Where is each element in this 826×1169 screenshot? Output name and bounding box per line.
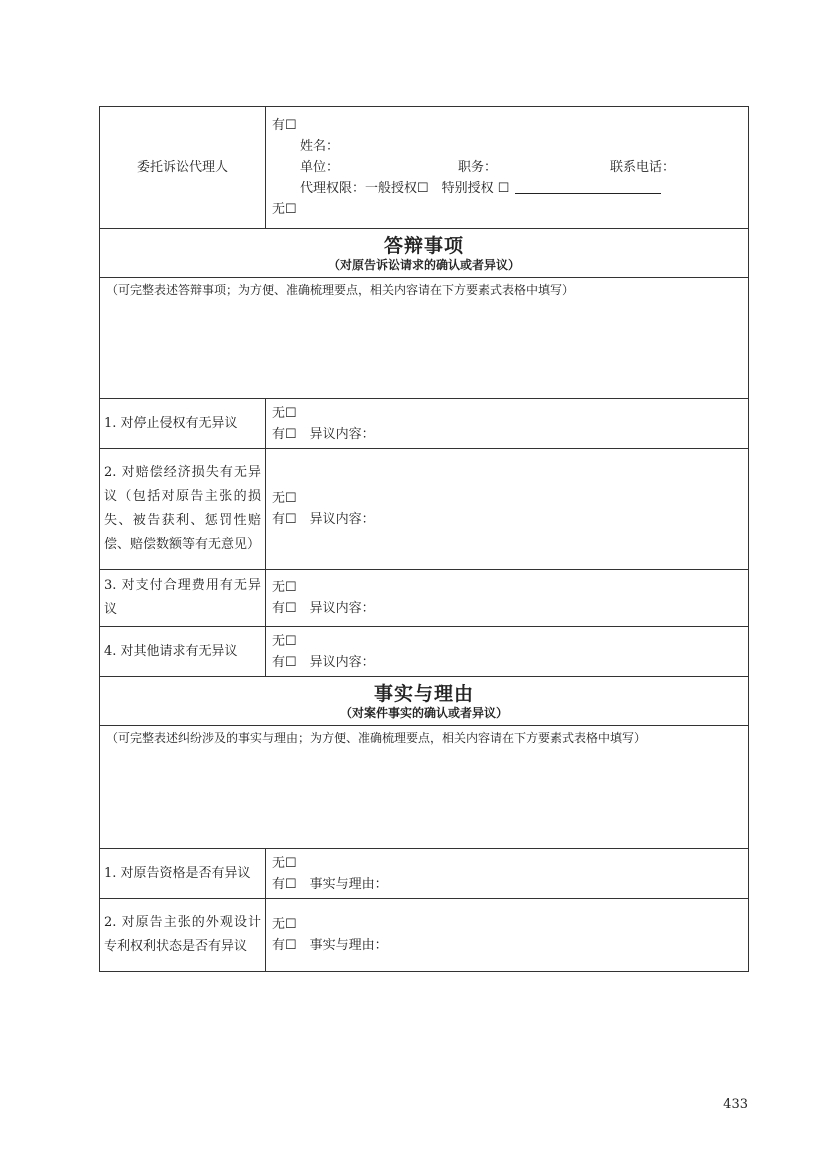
section1-header bbox=[100, 229, 749, 278]
section1-free-text-area[interactable] bbox=[100, 278, 749, 399]
section2-row-2-label: 2. 对原告主张的外观设计专利权利状态是否有异议 bbox=[100, 899, 266, 972]
section1-row-3-none-checkbox[interactable]: 无☐ bbox=[272, 580, 297, 595]
agent-unit-field[interactable]: 单位： bbox=[300, 160, 340, 175]
section1-row-2-label: 2. 对赔偿经济损失有无异议（包括对原告主张的损失、被告获利、惩罚性赔偿、赔偿数额等有无意见） bbox=[100, 449, 266, 570]
section1-row-4-none-checkbox[interactable]: 无☐ bbox=[272, 633, 297, 649]
section1-row-4-options bbox=[266, 627, 749, 677]
section2-free-row bbox=[100, 726, 749, 849]
section2-row-1-none-checkbox[interactable]: 无☐ bbox=[272, 855, 297, 871]
section1-row-3-options bbox=[266, 570, 749, 627]
section1-row-1-label: 1. 对停止侵权有无异议 bbox=[100, 399, 266, 449]
section2-row-2-none-checkbox[interactable]: 无☐ bbox=[272, 917, 297, 932]
section1-header-row bbox=[100, 229, 749, 278]
agent-label: 委托诉讼代理人 bbox=[100, 107, 266, 229]
section2-header-row bbox=[100, 677, 749, 726]
agent-authority-blank[interactable] bbox=[515, 179, 661, 194]
section1-row-3-has-checkbox[interactable]: 有☐ 异议内容： bbox=[272, 601, 375, 616]
section2-row-2-options bbox=[266, 899, 749, 972]
section2-row-2 bbox=[100, 899, 749, 972]
agent-none-checkbox[interactable]: 无☐ bbox=[272, 202, 297, 217]
section1-row-3-label: 3. 对支付合理费用有无异议 bbox=[100, 570, 266, 627]
section2-row-1-label: 1. 对原告资格是否有异议 bbox=[100, 849, 266, 899]
section2-row-1-options bbox=[266, 849, 749, 899]
page-number: 433 bbox=[723, 1097, 748, 1112]
section1-row-4 bbox=[100, 627, 749, 677]
section2-title: 事实与理由 bbox=[373, 682, 474, 705]
section1-title: 答辩事项 bbox=[383, 234, 464, 257]
section2-subtitle: （对案件事实的确认或者异议） bbox=[339, 705, 508, 720]
section2-header bbox=[100, 677, 749, 726]
section1-row-1-options bbox=[266, 399, 749, 449]
agent-position-field[interactable]: 职务： bbox=[458, 160, 498, 175]
section2-instruction: （可完整表述纠纷涉及的事实与理由；为方便、准确梳理要点，相关内容请在下方要素式表格中填写） bbox=[106, 731, 647, 745]
section2-free-text-area[interactable] bbox=[100, 726, 749, 849]
agent-row bbox=[100, 107, 749, 229]
section1-instruction: （可完整表述答辩事项；为方便、准确梳理要点，相关内容请在下方要素式表格中填写） bbox=[106, 283, 575, 297]
agent-authority-options[interactable]: 代理权限：一般授权☐ 特别授权 ☐ bbox=[300, 181, 510, 196]
section1-row-1-none-checkbox[interactable]: 无☐ bbox=[272, 405, 297, 421]
section1-row-4-has-checkbox[interactable]: 有☐ 异议内容： bbox=[272, 654, 375, 670]
section1-row-2-none-checkbox[interactable]: 无☐ bbox=[272, 491, 297, 506]
section2-row-1 bbox=[100, 849, 749, 899]
agent-unit-row bbox=[272, 157, 742, 178]
section1-row-1-has-checkbox[interactable]: 有☐ 异议内容： bbox=[272, 426, 375, 442]
section1-subtitle: （对原告诉讼请求的确认或者异议） bbox=[327, 257, 520, 272]
section1-free-row bbox=[100, 278, 749, 399]
agent-authority-row bbox=[272, 178, 742, 199]
section2-row-2-has-checkbox[interactable]: 有☐ 事实与理由： bbox=[272, 938, 388, 953]
agent-has-checkbox[interactable]: 有☐ bbox=[272, 118, 297, 133]
section1-row-2-has-checkbox[interactable]: 有☐ 异议内容： bbox=[272, 512, 375, 527]
section1-row-3 bbox=[100, 570, 749, 627]
agent-details bbox=[266, 107, 749, 229]
agent-name-field[interactable]: 姓名： bbox=[300, 139, 340, 154]
section1-row-1 bbox=[100, 399, 749, 449]
section2-row-1-has-checkbox[interactable]: 有☐ 事实与理由： bbox=[272, 876, 388, 892]
agent-phone-field[interactable]: 联系电话： bbox=[610, 160, 676, 175]
section1-row-2 bbox=[100, 449, 749, 570]
section1-row-2-options bbox=[266, 449, 749, 570]
section1-row-4-label: 4. 对其他请求有无异议 bbox=[100, 627, 266, 677]
defense-form-table bbox=[99, 106, 749, 972]
